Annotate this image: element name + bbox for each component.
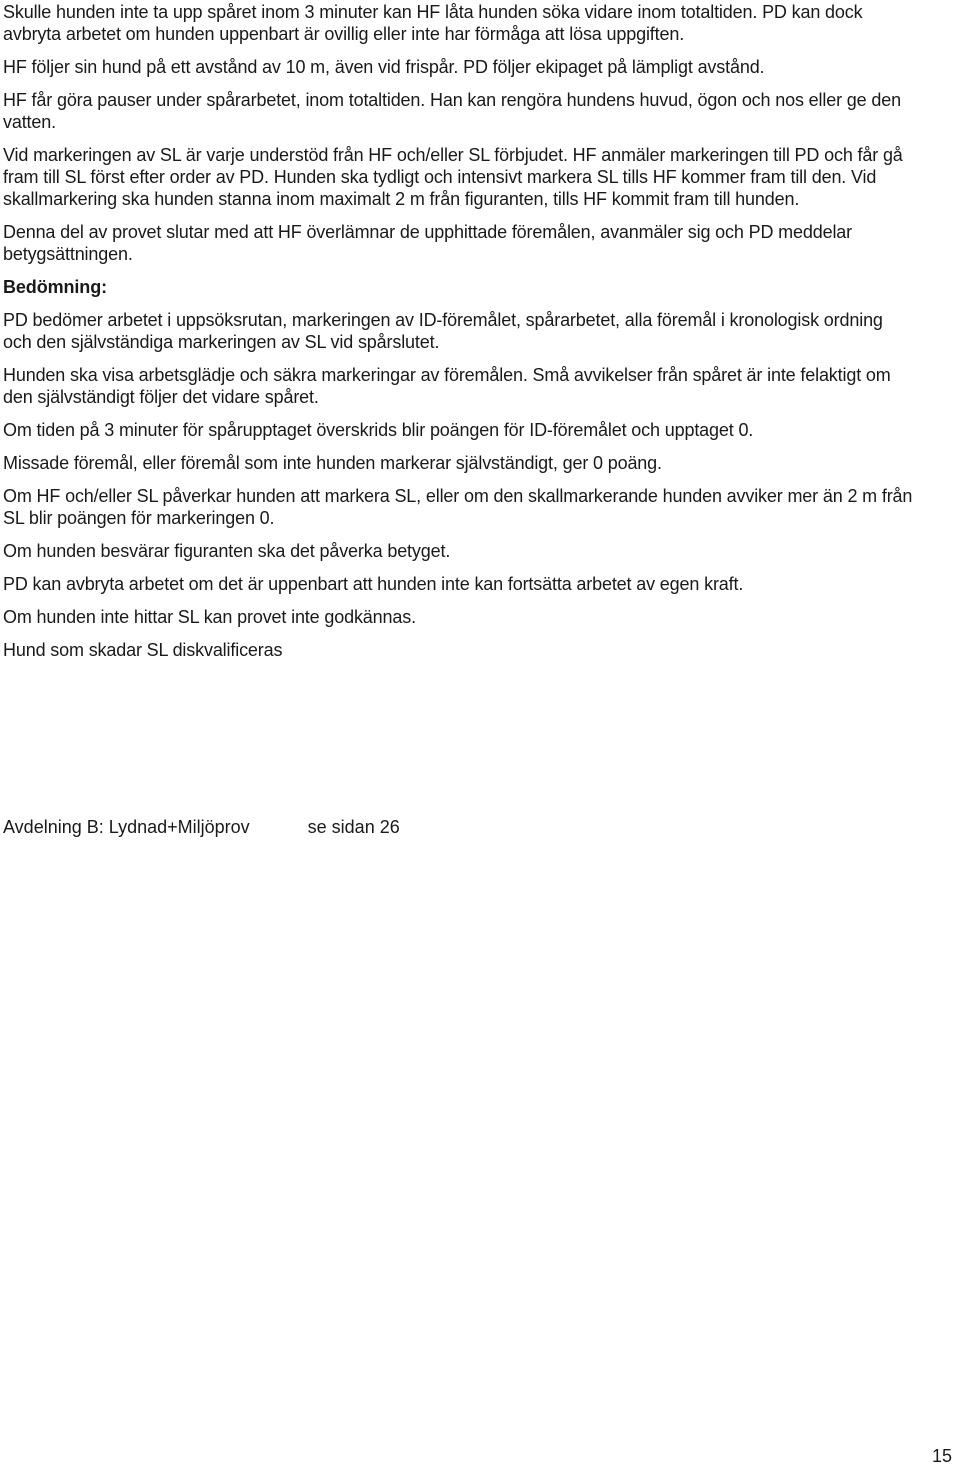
assessment-paragraph: Om hunden besvärar figuranten ska det påverka betyget. (3, 541, 451, 561)
assessment-paragraph: PD bedömer arbetet i uppsöksrutan, markeringen av ID-föremålet, spårarbetet, alla föremål i kronologisk ordning och den självständiga markeringen av SL vid spårslutet. (3, 310, 883, 352)
paragraph-marking: Vid markeringen av SL är varje understöd från HF och/eller SL förbjudet. HF anmäler markeringen till PD och får gå fram till SL först efter order av PD. Hunden ska tydligt och intensivt markera SL tills HF kommer fram till den. Vid skallmarkering ska hunden stanna inom maximalt 2 m från figuranten, tills HF kommit fram till hunden. (3, 145, 903, 209)
paragraph-track-start: Skulle hunden inte ta upp spåret inom 3 minuter kan HF låta hunden söka vidare inom totaltiden. PD kan dock avbryta arbetet om hunden uppenbart är ovillig eller inte har förmåga att lösa uppgiften. (3, 2, 863, 44)
page-number: 15 (931, 1446, 952, 1466)
section-reference-title: Avdelning B: Lydnad+Miljöprov (3, 817, 250, 837)
paragraph-pauses: HF får göra pauser under spårarbetet, inom totaltiden. Han kan rengöra hundens huvud, ögon och nos eller ge den vatten. (3, 90, 901, 132)
section-reference (3, 816, 400, 838)
assessment-paragraph: Hunden ska visa arbetsglädje och säkra markeringar av föremålen. Små avvikelser från spåret är inte felaktigt om den självständigt följer det vidare spåret. (3, 365, 891, 407)
assessment-heading: Bedömning: (3, 277, 107, 297)
document-page (3, 0, 915, 661)
paragraph-conclusion: Denna del av provet slutar med att HF överlämnar de upphittade föremålen, avanmäler sig och PD meddelar betygsättningen. (3, 222, 852, 264)
section-reference-page: se sidan 26 (307, 817, 400, 837)
assessment-paragraph: Om hunden inte hittar SL kan provet inte godkännas. (3, 607, 416, 627)
assessment-paragraph: Missade föremål, eller föremål som inte hunden markerar självständigt, ger 0 poäng. (3, 453, 662, 473)
assessment-paragraph: PD kan avbryta arbetet om det är uppenbart att hunden inte kan fortsätta arbetet av egen kraft. (3, 574, 744, 594)
assessment-paragraph: Om HF och/eller SL påverkar hunden att markera SL, eller om den skallmarkerande hunden avviker mer än 2 m från SL blir poängen för markeringen 0. (3, 486, 913, 528)
paragraph-handler-distance: HF följer sin hund på ett avstånd av 10 m, även vid frispår. PD följer ekipaget på lämpligt avstånd. (3, 57, 765, 77)
assessment-paragraph: Hund som skadar SL diskvalificeras (3, 640, 283, 660)
assessment-paragraph: Om tiden på 3 minuter för spårupptaget överskrids blir poängen för ID-föremålet och upptaget 0. (3, 420, 754, 440)
